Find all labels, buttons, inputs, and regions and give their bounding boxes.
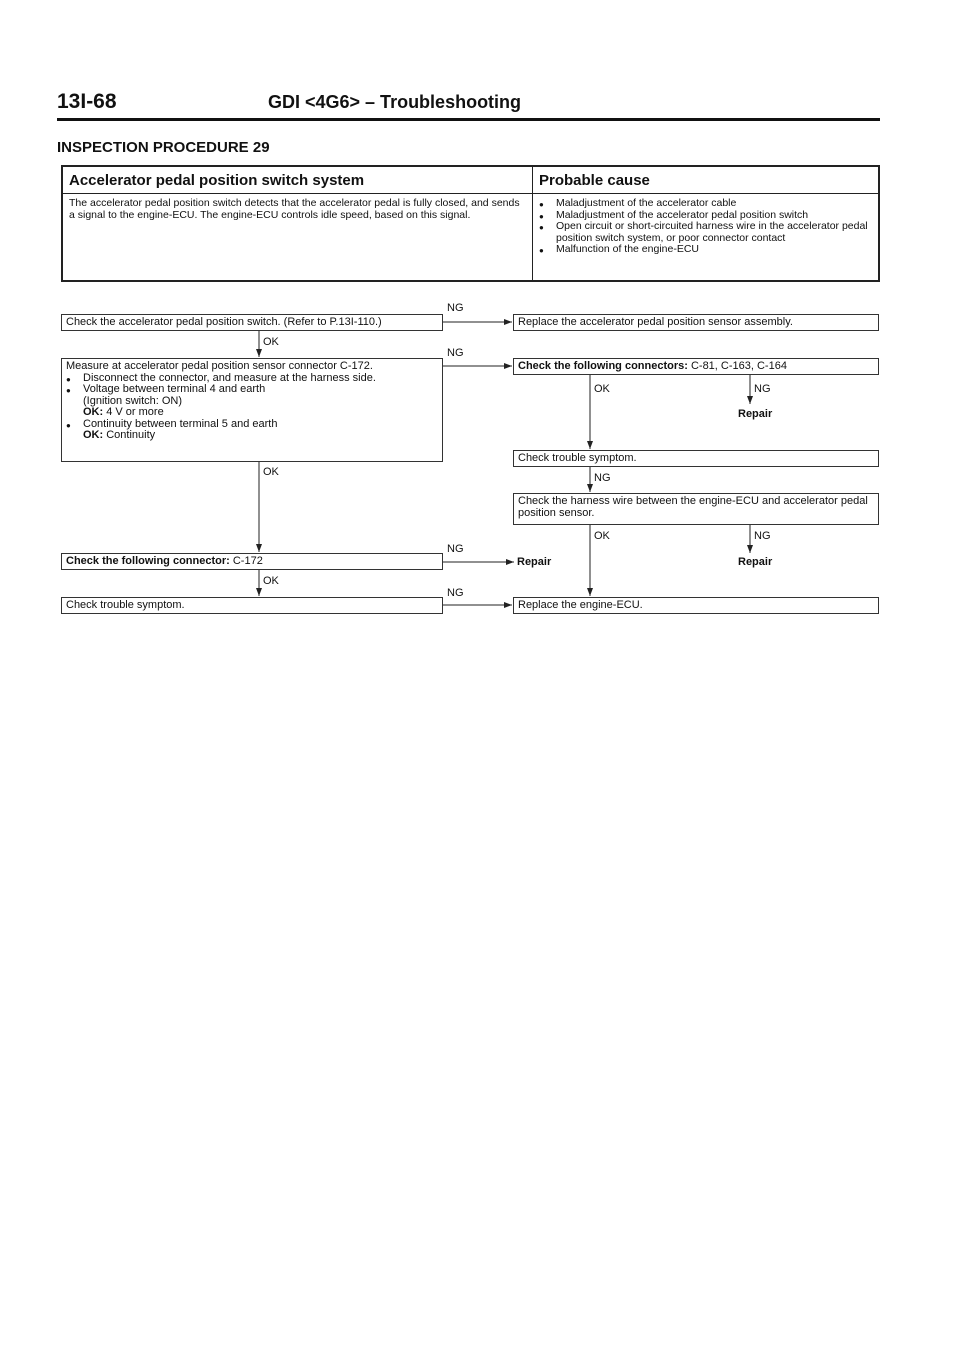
ng-label: NG xyxy=(754,530,771,542)
measure-list-2 xyxy=(66,419,438,431)
step-bold-text: Check the following connectors: xyxy=(518,360,688,372)
measure-list xyxy=(66,373,438,396)
step-text: C-172 xyxy=(229,555,263,567)
ng-label: NG xyxy=(447,587,464,599)
ng-label: NG xyxy=(447,302,464,314)
measure-title: Measure at accelerator pedal position sensor connector C-172. xyxy=(66,360,373,372)
ok-label: OK xyxy=(263,466,279,478)
repair-label: Repair xyxy=(738,556,773,568)
step-check-c172 xyxy=(61,553,443,570)
measure-item: ● Continuity between terminal 5 and earth xyxy=(66,419,438,431)
cause-header: Probable cause xyxy=(533,166,880,194)
ignition-note: (Ignition switch: ON) xyxy=(83,394,183,407)
step-check-symptom-left: Check trouble symptom. xyxy=(61,597,443,614)
ng-label: NG xyxy=(447,347,464,359)
step-replace-sensor: Replace the accelerator pedal position sensor assembly. xyxy=(513,314,879,331)
step-text: C-81, C-163, C-164 xyxy=(687,360,787,372)
ng-label: NG xyxy=(594,472,611,484)
ok-spec-1 xyxy=(66,407,438,419)
ng-label: NG xyxy=(754,383,771,395)
cause-item: ● Open circuit or short-circuited harness wire in the accelerator pedal position switch system, or poor connector contact xyxy=(539,221,872,244)
repair-label: Repair xyxy=(738,408,773,420)
step-check-connectors xyxy=(513,358,879,375)
ok-label: OK: xyxy=(83,406,104,418)
step-check-switch: Check the accelerator pedal position switch. (Refer to P.13I-110.) xyxy=(61,314,443,331)
ok-label: OK xyxy=(263,336,279,348)
ok-value: 4 V or more xyxy=(106,406,164,418)
measure-item: ● Disconnect the connector, and measure at the harness side. xyxy=(66,373,438,385)
repair-label: Repair xyxy=(517,556,552,568)
cause-item: ● Malfunction of the engine-ECU xyxy=(539,244,872,256)
procedure-title: INSPECTION PROCEDURE 29 xyxy=(57,139,270,156)
system-header: Accelerator pedal position switch system xyxy=(62,166,533,194)
system-description: The accelerator pedal position switch detects that the accelerator pedal is fully closed, and sends a signal to the engine-ECU. The engine-ECU controls idle speed, based on this signal. xyxy=(62,194,533,282)
step-check-symptom-right: Check trouble symptom. xyxy=(513,450,879,467)
step-replace-ecu: Replace the engine-ECU. xyxy=(513,597,879,614)
ng-label: NG xyxy=(447,543,464,555)
ok-label: OK xyxy=(263,575,279,587)
step-bold-text: Check the following connector: xyxy=(66,555,230,567)
ok-spec-2 xyxy=(66,430,438,442)
ok-value: Continuity xyxy=(106,429,156,441)
page-title: GDI <4G6> – Troubleshooting xyxy=(268,92,522,112)
cause-item: ● Maladjustment of the accelerator pedal position switch xyxy=(539,210,872,222)
step-check-harness: Check the harness wire between the engine-ECU and accelerator pedal position sensor. xyxy=(513,493,879,525)
ok-label: OK: xyxy=(83,429,104,441)
measure-item: ● Voltage between terminal 4 and earth xyxy=(66,384,438,396)
page-number: 13I-68 xyxy=(57,90,117,113)
step-measure-connector xyxy=(61,358,443,462)
cause-item: ● Maladjustment of the accelerator cable xyxy=(539,198,872,210)
ok-label: OK xyxy=(594,383,610,395)
ok-label: OK xyxy=(594,530,610,542)
